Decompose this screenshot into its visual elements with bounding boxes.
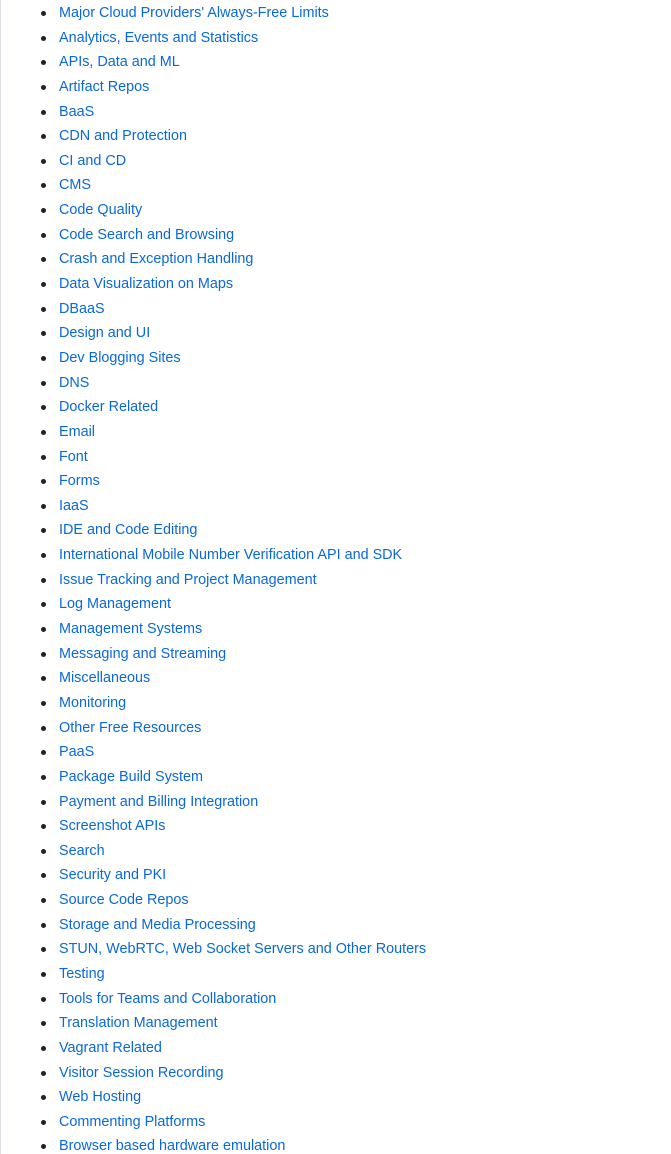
bullet-icon	[41, 60, 46, 65]
bullet-icon	[41, 479, 46, 484]
bullet-icon	[41, 1120, 46, 1125]
toc-link[interactable]: Design and UI	[59, 325, 151, 342]
toc-link[interactable]: Vagrant Related	[59, 1039, 162, 1056]
bullet-icon	[41, 36, 46, 41]
bullet-icon	[41, 726, 46, 731]
toc-link[interactable]: Dev Blogging Sites	[59, 349, 181, 366]
toc-link[interactable]: Web Hosting	[59, 1089, 142, 1106]
bullet-icon	[41, 430, 46, 435]
list-item	[1, 1011, 671, 1036]
toc-link[interactable]: Code Search and Browsing	[59, 226, 235, 243]
bullet-icon	[41, 11, 46, 16]
toc-link[interactable]: Analytics, Events and Statistics	[59, 29, 259, 46]
toc-link[interactable]: BaaS	[59, 103, 95, 120]
list-item	[1, 272, 671, 297]
list-item	[1, 346, 671, 371]
toc-link[interactable]: Docker Related	[59, 399, 159, 416]
bullet-icon	[41, 85, 46, 90]
toc-link[interactable]: Security and PKI	[59, 867, 167, 884]
bullet-icon	[41, 504, 46, 509]
bullet-icon	[41, 800, 46, 805]
bullet-icon	[41, 331, 46, 336]
list-item	[1, 494, 671, 519]
toc-link[interactable]: Forms	[59, 473, 100, 490]
list-item	[1, 666, 671, 691]
list-item	[1, 198, 671, 223]
list-item	[1, 790, 671, 815]
toc-link[interactable]: Visitor Session Recording	[59, 1064, 224, 1081]
list-item	[1, 1061, 671, 1086]
list-item	[1, 839, 671, 864]
list-item	[1, 962, 671, 987]
toc-link[interactable]: Management Systems	[59, 621, 203, 638]
bullet-icon	[41, 947, 46, 952]
toc-link[interactable]: Package Build System	[59, 768, 203, 785]
bullet-icon	[41, 307, 46, 312]
list-item	[1, 716, 671, 741]
list-item	[1, 297, 671, 322]
list-item	[1, 395, 671, 420]
toc-link[interactable]: Source Code Repos	[59, 892, 189, 909]
list-item	[1, 518, 671, 543]
toc-link[interactable]: Font	[59, 448, 88, 465]
toc-link[interactable]: Storage and Media Processing	[59, 916, 256, 933]
list-item	[1, 765, 671, 790]
list-item	[1, 445, 671, 470]
toc-link[interactable]: Email	[59, 423, 95, 440]
toc-link[interactable]: APIs, Data and ML	[59, 54, 180, 71]
toc-link[interactable]: Tools for Teams and Collaboration	[59, 990, 277, 1007]
list-item	[1, 173, 671, 198]
list-item	[1, 1036, 671, 1061]
list-item	[1, 100, 671, 125]
list-item	[1, 740, 671, 765]
toc-link[interactable]: Search	[59, 842, 105, 859]
toc-link[interactable]: Crash and Exception Handling	[59, 251, 254, 268]
toc-link[interactable]: Browser based hardware emulation	[59, 1138, 286, 1154]
toc-link[interactable]: Payment and Billing Integration	[59, 793, 259, 810]
toc-link[interactable]: IaaS	[59, 497, 89, 514]
bullet-icon	[41, 1095, 46, 1100]
list-item	[1, 888, 671, 913]
list-item	[1, 592, 671, 617]
toc-link[interactable]: Artifact Repos	[59, 78, 150, 95]
toc-link[interactable]: Major Cloud Providers' Always-Free Limits	[59, 5, 329, 21]
bullet-icon	[41, 257, 46, 262]
bullet-icon	[41, 849, 46, 854]
toc-link[interactable]: STUN, WebRTC, Web Socket Servers and Other Routers	[59, 941, 427, 958]
bullet-icon	[41, 824, 46, 829]
bullet-icon	[41, 1021, 46, 1026]
list-item	[1, 863, 671, 888]
bullet-icon	[41, 1071, 46, 1076]
list-item	[1, 1085, 671, 1110]
bullet-icon	[41, 553, 46, 558]
list-item	[1, 543, 671, 568]
toc-link[interactable]: Other Free Resources	[59, 719, 202, 736]
list-item	[1, 1110, 671, 1135]
toc-link[interactable]: Translation Management	[59, 1015, 218, 1032]
bullet-icon	[41, 134, 46, 139]
toc-link[interactable]: Messaging and Streaming	[59, 645, 227, 662]
bullet-icon	[41, 578, 46, 583]
list-item	[1, 321, 671, 346]
list-item	[1, 124, 671, 149]
list-item	[1, 1134, 671, 1154]
bullet-icon	[41, 972, 46, 977]
list-item	[1, 937, 671, 962]
bullet-icon	[41, 110, 46, 115]
list-item	[1, 913, 671, 938]
bullet-icon	[41, 405, 46, 410]
bullet-icon	[41, 381, 46, 386]
bullet-icon	[41, 1144, 46, 1149]
toc-link[interactable]: Issue Tracking and Project Management	[59, 571, 317, 588]
bullet-icon	[41, 208, 46, 213]
toc-link[interactable]: Testing	[59, 965, 105, 982]
toc-link[interactable]: Miscellaneous	[59, 670, 151, 687]
list-item	[1, 691, 671, 716]
toc-link[interactable]: PaaS	[59, 744, 95, 761]
bullet-icon	[41, 528, 46, 533]
list-item	[1, 987, 671, 1012]
toc-link[interactable]: Data Visualization on Maps	[59, 276, 234, 293]
bullet-icon	[41, 455, 46, 460]
toc-link[interactable]: Commenting Platforms	[59, 1113, 206, 1130]
list-item	[1, 247, 671, 272]
list-item	[1, 75, 671, 100]
toc-link[interactable]: Code Quality	[59, 202, 143, 219]
bullet-icon	[41, 159, 46, 164]
list-item	[1, 149, 671, 174]
list-item	[1, 814, 671, 839]
toc-link[interactable]: DBaaS	[59, 300, 105, 317]
bullet-icon	[41, 627, 46, 632]
list-item	[1, 469, 671, 494]
bullet-icon	[41, 602, 46, 607]
bullet-icon	[41, 676, 46, 681]
toc-link[interactable]: CMS	[59, 177, 91, 194]
bullet-icon	[41, 750, 46, 755]
bullet-icon	[41, 701, 46, 706]
toc-link[interactable]: Monitoring	[59, 694, 127, 711]
toc-link[interactable]: International Mobile Number Verification API and SDK	[59, 547, 403, 564]
bullet-icon	[41, 873, 46, 878]
toc-link[interactable]: CDN and Protection	[59, 128, 187, 145]
list-item	[1, 223, 671, 248]
list-item	[1, 371, 671, 396]
bullet-icon	[41, 775, 46, 780]
list-item	[1, 1, 671, 26]
list-item	[1, 26, 671, 51]
toc-link[interactable]: Screenshot APIs	[59, 818, 166, 835]
toc-link[interactable]: Log Management	[59, 596, 172, 613]
list-item	[1, 642, 671, 667]
bullet-icon	[41, 997, 46, 1002]
toc-link[interactable]: CI and CD	[59, 152, 127, 169]
list-item	[1, 568, 671, 593]
toc-link[interactable]: IDE and Code Editing	[59, 522, 198, 539]
bullet-icon	[41, 356, 46, 361]
bullet-icon	[41, 233, 46, 238]
bullet-icon	[41, 898, 46, 903]
toc-link[interactable]: DNS	[59, 374, 90, 391]
bullet-icon	[41, 652, 46, 657]
bullet-icon	[41, 923, 46, 928]
table-of-contents	[1, 1, 671, 1154]
list-item	[1, 420, 671, 445]
bullet-icon	[41, 183, 46, 188]
bullet-icon	[41, 282, 46, 287]
bullet-icon	[41, 1046, 46, 1051]
list-item	[1, 617, 671, 642]
list-item	[1, 50, 671, 75]
